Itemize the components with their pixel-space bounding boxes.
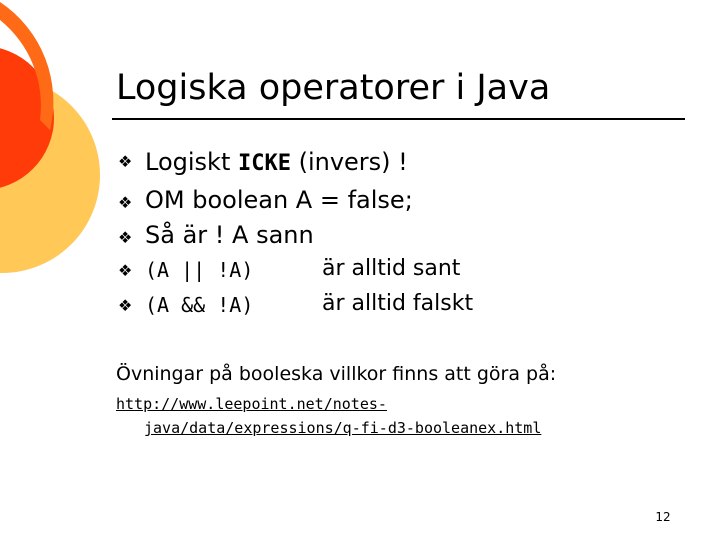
exercise-link-line-1[interactable]: http://www.leepoint.net/notes-: [116, 395, 387, 413]
exercise-link-line-2[interactable]: java/data/expressions/q-fi-d3-booleanex.html: [144, 419, 542, 437]
bullet-5-desc: är alltid falskt: [322, 291, 474, 316]
page-number: 12: [655, 510, 671, 524]
bullet-1: [145, 147, 408, 179]
title-underline: [112, 118, 685, 120]
bullet-1-text-a: Logiskt: [145, 148, 238, 176]
bullet-1-text-b: (invers) !: [290, 148, 408, 176]
diamond-dots-bullet-icon: ❖: [118, 193, 133, 212]
bullet-4-code: (A || !A): [145, 258, 254, 282]
exercise-note: Övningar på booleska villkor finns att göra på:: [116, 363, 557, 385]
bullet-5-code: (A && !A): [145, 293, 254, 317]
slide-title: Logiska operatorer i Java: [116, 68, 551, 108]
diamond-dots-bullet-icon: ❖: [118, 228, 133, 247]
bullet-4-desc: är alltid sant: [322, 256, 461, 281]
diamond-dots-bullet-icon: ❖: [118, 152, 133, 171]
bullet-1-keyword: ICKE: [237, 151, 291, 176]
decorative-circles: [0, 0, 120, 320]
diamond-dots-bullet-icon: ❖: [118, 296, 133, 315]
bullet-2: OM boolean A = false;: [145, 186, 413, 214]
bullet-3: Så är ! A sann: [145, 221, 314, 249]
diamond-dots-bullet-icon: ❖: [118, 261, 133, 280]
